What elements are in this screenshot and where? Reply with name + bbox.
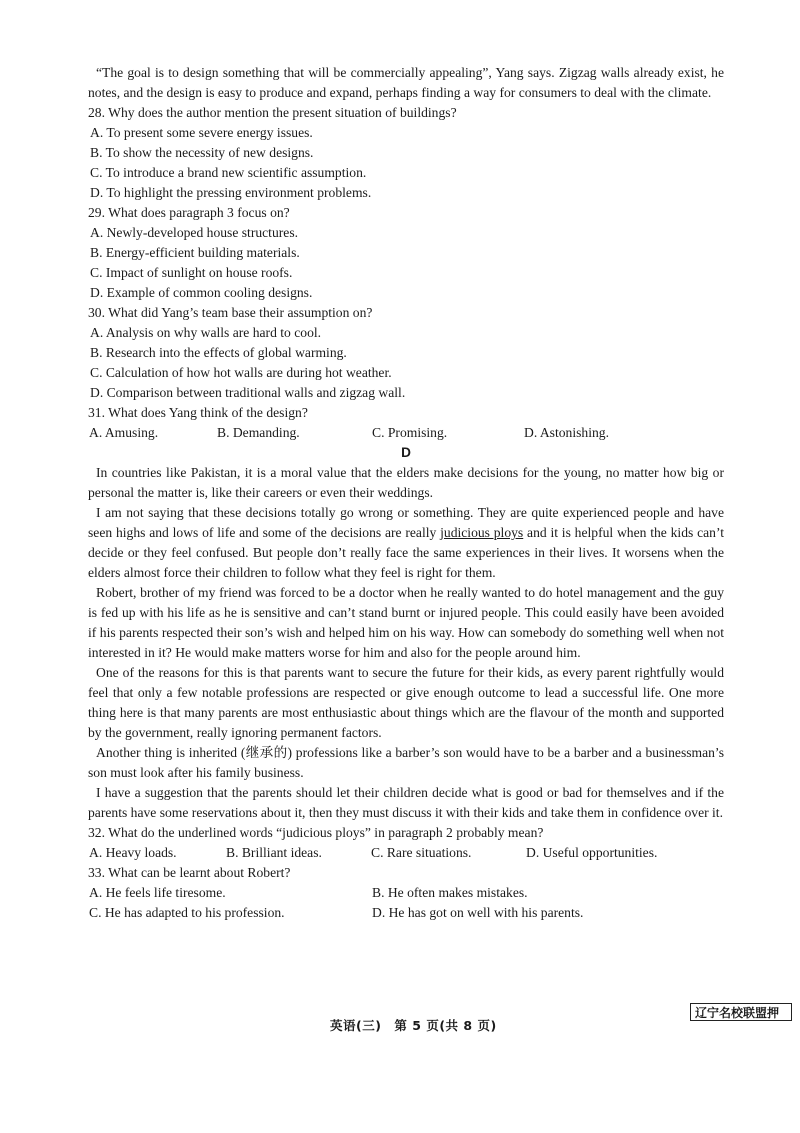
option-d: D. To highlight the pressing environment problems.	[90, 185, 372, 200]
option-d: D. Useful opportunities.	[526, 845, 658, 860]
option-d: D. Comparison between traditional walls and zigzag wall.	[90, 385, 406, 400]
option-c: C. Rare situations.	[371, 845, 472, 860]
option-c: C. He has adapted to his profession.	[89, 905, 285, 920]
page-content	[88, 63, 724, 923]
question-stem: 32. What do the underlined words “judicious ploys” in paragraph 2 probably mean?	[88, 825, 544, 840]
option-c: C. Promising.	[372, 425, 448, 440]
option-a: A. Newly-developed house structures.	[90, 225, 299, 240]
paragraph-text: and it is helpful when the kids can’t decide or they feel confused. But people don’t really face the same experiences in their lives. It worsens when the elders almost force their children to follow what they feel is right for them.	[88, 525, 725, 580]
option-d: D. Example of common cooling designs.	[90, 285, 313, 300]
question-33	[88, 863, 724, 923]
underlined-phrase: judicious ploys	[440, 525, 524, 540]
option-c: C. Impact of sunlight on house roofs.	[90, 265, 293, 280]
passage-paragraph-3: Robert, brother of my friend was forced to be a doctor when he really wanted to do hotel management and the guy is fed up with his life as he is sensitive and can’t stand burnt or injured people. This could easily have been avoided if his parents respected their son’s wish and helped him on his way. How can somebody do something well when not interested in it? He would make matters worse for him and also for the people around him.	[88, 585, 724, 660]
question-30	[88, 303, 724, 403]
option-c: C. To introduce a brand new scientific assumption.	[90, 165, 367, 180]
passage-paragraph-6: I have a suggestion that the parents should let their children decide what is good or bad for themselves and if the parents have some reservations about it, then they must discuss it with their kids and take them in confidence over it.	[88, 785, 724, 820]
option-a: A. Amusing.	[89, 425, 159, 440]
option-b: B. Demanding.	[217, 425, 300, 440]
option-a: A. He feels life tiresome.	[89, 885, 226, 900]
question-stem: 30. What did Yang’s team base their assumption on?	[88, 305, 373, 320]
question-31	[88, 403, 724, 443]
option-c: C. Calculation of how hot walls are during hot weather.	[90, 365, 392, 380]
option-a: A. Analysis on why walls are hard to cool.	[90, 325, 322, 340]
question-29	[88, 203, 724, 303]
option-a: A. To present some severe energy issues.	[90, 125, 313, 140]
page-number-label: 英语(三) 第 5 页(共 8 页)	[330, 1018, 497, 1033]
option-b: B. Brilliant ideas.	[226, 845, 322, 860]
passage-paragraph-4: One of the reasons for this is that parents want to secure the future for their kids, as every parent rightfully would feel that only a few notable professions are respected or give enough outcome to lead a successful life. One more thing here is that many parents are most enthusiastic about things which are the flavour of the month and supported by the government, really ignoring permanent factors.	[88, 665, 724, 740]
question-28	[88, 103, 724, 203]
paragraph-text: I am not saying that these decisions totally go wrong or something. They are quite experienced people and have seen highs and lows of life and some of the decisions are really	[88, 505, 724, 540]
passage-paragraph-2	[88, 503, 724, 583]
option-b: B. He often makes mistakes.	[372, 885, 528, 900]
section-heading: D	[401, 445, 411, 460]
question-stem: 33. What can be learnt about Robert?	[88, 865, 291, 880]
page-footer	[0, 1010, 800, 1034]
question-32	[88, 823, 724, 863]
intro-paragraph: “The goal is to design something that will be commercially appealing”, Yang says. Zigzag walls already exist, he notes, and the design is easy to produce and expand, perhaps finding a way for consumers to deal with the climate.	[88, 65, 724, 100]
publisher-stamp: 辽宁名校联盟押	[690, 1003, 792, 1021]
passage-paragraph-5: Another thing is inherited (继承的) professions like a barber’s son would have to be a barber and a businessman’s son must look after his family business.	[88, 745, 724, 780]
passage-paragraph-1: In countries like Pakistan, it is a moral value that the elders make decisions for the young, no matter how big or personal the matter is, like their careers or even their weddings.	[88, 465, 724, 500]
option-a: A. Heavy loads.	[89, 845, 177, 860]
question-stem: 31. What does Yang think of the design?	[88, 405, 308, 420]
option-b: B. Research into the effects of global warming.	[90, 345, 347, 360]
option-d: D. He has got on well with his parents.	[372, 905, 584, 920]
option-b: B. Energy-efficient building materials.	[90, 245, 300, 260]
option-d: D. Astonishing.	[524, 425, 609, 440]
option-b: B. To show the necessity of new designs.	[90, 145, 314, 160]
question-stem: 29. What does paragraph 3 focus on?	[88, 205, 290, 220]
question-stem: 28. Why does the author mention the present situation of buildings?	[88, 105, 457, 120]
